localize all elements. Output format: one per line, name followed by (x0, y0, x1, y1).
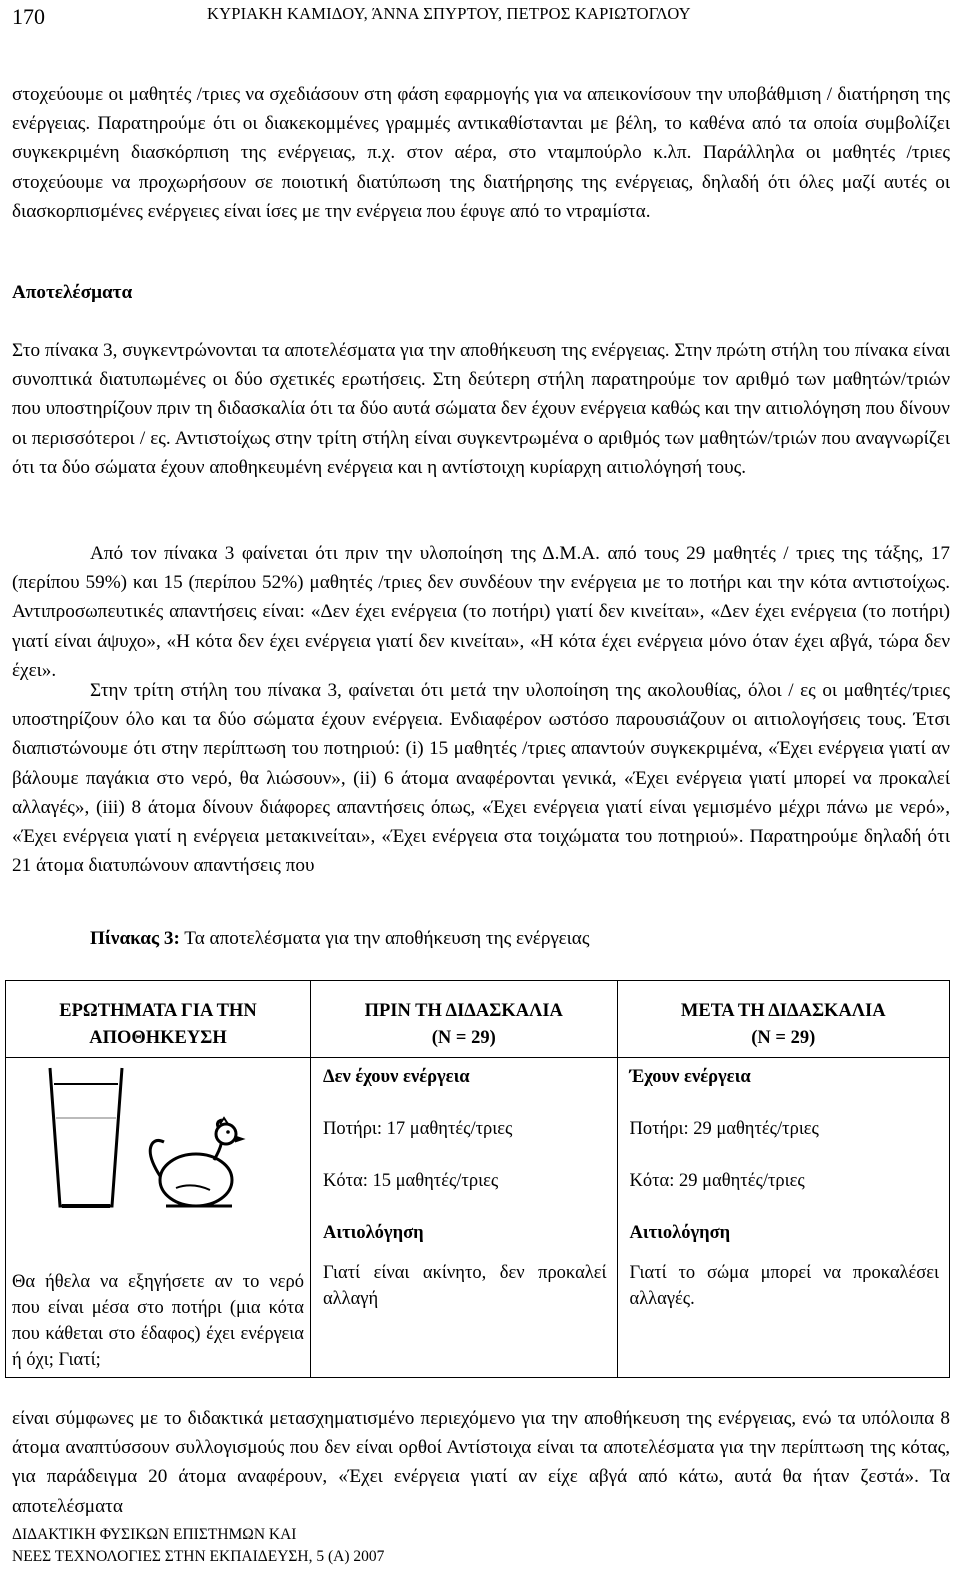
before-title: Δεν έχουν ενέργεια (322, 1067, 470, 1087)
paragraph-1: στοχεύουμε οι μαθητές /τριες να σχεδιάσουν στη φάση εφαρμογής για να απεικονίσουν την υποβάθμιση / διατήρηση της ενέργειας. Παρατηρούμε ότι οι διακεκομμένες γραμμές αντικαθίστανται με βέλη, το καθένα από τα οποία συμβολίζει συγκεκριμένη διασκόρπιση της ενέργειας, π.χ. στον αέρα, στο νταμπούρλο κ.λπ. Παράλληλα οι μαθητές /τριες στοχεύουμε να προχωρήσουν σε ποιοτική διατύπωση της διατήρησης της ενέργειας, δηλαδή ότι όλες μαζί αυτές οι διασκορπισμένες ενέργειες είναι ίσες με την ενέργεια που έφυγε από το ντραμίστα. (12, 84, 950, 222)
table-caption-text: Τα αποτελέσματα για την αποθήκευση της ενέργειας (179, 928, 590, 949)
before-hen-count: Κότα: 15 μαθητές/τριες (322, 1171, 499, 1191)
question-cell (6, 1058, 311, 1378)
paragraph-5: είναι σύμφωνες με το διδακτικά μετασχηματισμένο περιεχόμενο για την αποθήκευση της ενέργειας, ενώ τα υπόλοιπα 8 άτομα αναπτύσσουν συλλογισμούς που δεν είναι ορθοί Αντίστοιχα είναι τα αποτελέσματα για την περίπτωση της κότας, για παράδειγμα 20 άτομα αναφέρουν, «Έχει ενέργεια γιατί αν είχε αβγά από κάτω, αυτά θα ήταν ζεστά». Τα αποτελέσματα (12, 1408, 950, 1517)
before-reason-label: Αιτιολόγηση (322, 1223, 424, 1243)
section-heading: Αποτελέσματα (12, 282, 133, 303)
after-cell (617, 1058, 949, 1378)
running-title: ΚΥΡΙΑΚΗ ΚΑΜΙΔΟΥ, ΆΝΝΑ ΣΠΥΡΤΟΥ, ΠΕΤΡΟΣ ΚΑΡΙΩΤΟΓΛΟΥ (207, 4, 691, 23)
page-header (12, 0, 948, 36)
page-footer (12, 1524, 384, 1568)
before-reason: Γιατί είναι ακίνητο, δεν προκαλεί αλλαγή (322, 1263, 607, 1309)
header-after: ΜΕΤΑ ΤΗ ΔΙΔΑΣΚΑΛΙΑ (N = 29) (617, 981, 949, 1058)
table-caption-label: Πίνακας 3: (90, 928, 180, 949)
paragraph-2: Στο πίνακα 3, συγκεντρώνονται τα αποτελέσματα για την αποθήκευση της ενέργειας. Στην πρώτη στήλη του πίνακα είναι συνοπτικά διατυπωμένες οι δύο σχετικές ερωτήσεις. Στη δεύτερη στήλη παρατηρούμε τον αριθμό των μαθητών/τριών που υποστηρίζουν πριν τη διδασκαλία ότι τα δύο αυτά σώματα δεν έχουν ενέργεια καθώς και την αιτιολόγηση που δίνουν οι περισσότεροι / ες. Αντιστοίχως στην τρίτη στήλη είναι συγκεντρωμένα ο αριθμός των μαθητών/τριών που αναγνωρίζει ότι τα δύο σώματα έχουν αποθηκευμένη ενέργεια και η αντίστοιχη κυρίαρχη αιτιολόγησή τους. (12, 340, 950, 478)
after-reason: Γιατί το σώμα μπορεί να προκαλέσει αλλαγές. (629, 1263, 939, 1309)
before-cell (310, 1058, 617, 1378)
table-caption (90, 928, 589, 950)
header-before: ΠΡΙΝ ΤΗ ΔΙΔΑΣΚΑΛΙΑ (N = 29) (310, 981, 617, 1058)
glass-and-hen-icon (6, 1058, 306, 1218)
header-questions: ΕΡΩΤΗΜΑΤΑ ΓΙΑ ΤΗΝ ΑΠΟΘΗΚΕΥΣΗ (6, 981, 311, 1058)
before-glass-count: Ποτήρι: 17 μαθητές/τριες (322, 1119, 513, 1139)
question-text: Θα ήθελα να εξηγήσετε αν το νερό που είναι μέσα στο ποτήρι (μια κότα που κάθεται στο έδαφος) έχει ενέργεια ή όχι; Γιατί; (12, 1272, 304, 1370)
after-glass-count: Ποτήρι: 29 μαθητές/τριες (629, 1119, 819, 1139)
after-hen-count: Κότα: 29 μαθητές/τριες (629, 1171, 805, 1191)
after-reason-label: Αιτιολόγηση (629, 1223, 731, 1243)
paragraph-4: Στην τρίτη στήλη του πίνακα 3, φαίνεται ότι μετά την υλοποίηση της ακολουθίας, όλοι / ες οι μαθητές/τριες υποστηρίζουν όλο και τα δύο σώματα έχουν ενέργεια. Ενδιαφέρον ωστόσο παρουσιάζουν οι αιτιολογήσεις τους. Έτσι διαπιστώνουμε ότι στην περίπτωση του ποτηριού: (i) 15 μαθητές /τριες απαντούν συγκεκριμένα, «Έχει ενέργεια γιατί αν βάλουμε παγάκια στο νερό, θα λιώσουν», (ii) 6 άτομα αναφέρονται γενικά, «Έχει ενέργεια γιατί μπορεί να προκαλεί αλλαγές», (iii) 8 άτομα δίνουν διάφορες απαντήσεις όπως, «Έχει ενέργεια γιατί είναι γεμισμένο μέχρι πάνω με νερό», «Έχει ενέργεια γιατί η ενέργεια μετακινείται», «Έχει ενέργεια στα τοιχώματα του ποτηριού». Παρατηρούμε δηλαδή ότι 21 άτομα διατυπώνουν απαντήσεις που (12, 680, 950, 877)
glass-and-hen-illustration (6, 1058, 306, 1218)
paragraph-3: Από τον πίνακα 3 φαίνεται ότι πριν την υλοποίηση της Δ.Μ.Α. από τους 29 μαθητές / τριες της τάξης, 17 (περίπου 59%) και 15 (περίπου 52%) μαθητές /τριες δεν συνδέουν την ενέργεια με το ποτήρι και την κότα αντιστοίχως. Αντιπροσωπευτικές απαντήσεις είναι: «Δεν έχει ενέργεια (το ποτήρι) γιατί δεν κινείται», «Δεν έχει ενέργεια (το ποτήρι) γιατί είναι άψυχο», «Η κότα δεν έχει ενέργεια γιατί δεν κινείται», «Η κότα έχει ενέργεια μόνο όταν έχει αβγά, τώρα δεν έχει». (12, 543, 950, 681)
table-header-row (6, 981, 950, 1058)
after-title: Έχουν ενέργεια (629, 1067, 751, 1087)
results-table (5, 980, 950, 1378)
footer-line-1: ΔΙΔΑΚΤΙΚΗ ΦΥΣΙΚΩΝ ΕΠΙΣΤΗΜΩΝ ΚΑΙ (12, 1526, 297, 1543)
footer-line-2: ΝΕΕΣ ΤΕΧΝΟΛΟΓΙΕΣ ΣΤΗΝ ΕΚΠΑΙΔΕΥΣΗ, 5 (Α) 2007 (12, 1548, 385, 1565)
page-number: 170 (12, 4, 45, 29)
table-row (6, 1058, 950, 1378)
